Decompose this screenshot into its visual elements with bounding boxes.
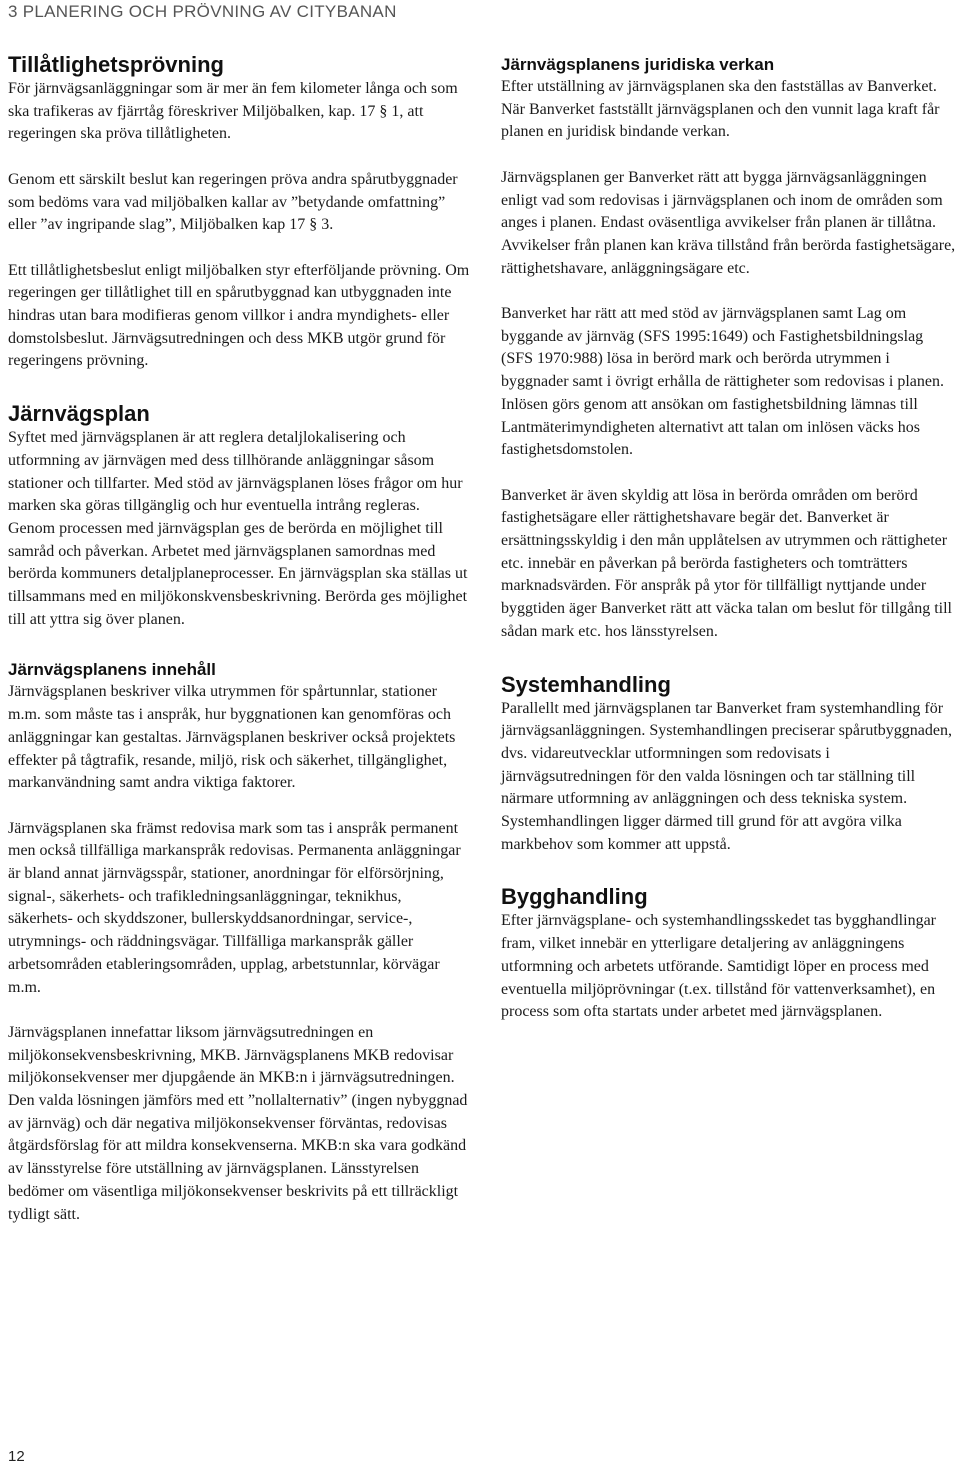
left-column	[8, 52, 470, 1226]
running-head: 3 PLANERING OCH PRÖVNING AV CITYBANAN	[8, 2, 397, 21]
paragraph: Järnvägsplanen ska främst redovisa mark som tas i anspråk permanent men också tillfälliga markanspråk redovisas. Permanenta anläggningar är bland annat järnvägsspår, stationer, anordningar för elförsörjning, signal-, säkerhets- och trafikledningsanläggningar, teknikhus, säkerhets- och skyddszoner, bullerskyddsanordningar, service-, utrymnings- och räddningsvägar. Tillfälliga markanspråk gäller arbetsområden etableringsområden, upplag, arbetstunnlar, körvägar m.m.	[8, 819, 461, 996]
paragraph: Banverket har rätt att med stöd av järnvägsplanen samt Lag om byggande av järnväg (SFS 1995:1649) och Fastighetsbildningslag (SFS 1970:988) lösa in berörd mark och berörda utrymmen i byggnader samt i övrigt erhålla de rättigheter som redovisas i planen. Inlösen görs genom att ansökan om fastighetsbildning lämnas till Lantmäterimyndigheten alternativt att talan om inlösen väcks hos fastighetsdomstolen.	[501, 305, 944, 459]
paragraph: Järnvägsplanen ger Banverket rätt att bygga järnvägsanläggningen enligt vad som redovisas i järnvägsplanen och inom de områden som anges i planen. Endast oväsentliga avvikelser från planen är tillåtna. Avvikelser från planen kan kräva tillstånd från berörda fastighetsägare, rättighetshavare, anläggningsägare etc.	[501, 168, 956, 277]
heading-tillatlighetsprovning: Tillåtlighetsprövning	[8, 52, 224, 77]
paragraph: Efter utställning av järnvägsplanen ska den fastställas av Banverket. När Banverket fastställt järnvägsplanen och den vunnit laga kraft får planen en juridisk bindande verkan.	[501, 78, 940, 141]
paragraph: Ett tillåtlighetsbeslut enligt miljöbalken styr efterföljande prövning. Om regeringen ger tillåtlighet till en spårutbyggnad kan utbyggnaden inte hindras utan bara modifieras genom villkor i andra myndighets- eller domstolsbeslut. Järnvägsutredningen och dess MKB utgör grund för regeringens prövning.	[8, 261, 470, 370]
right-column	[501, 54, 956, 1024]
paragraph: Efter järnvägsplane- och systemhandlingsskedet tas bygghandlingar fram, vilket innebär en ytterligare detaljering av anläggningens utformning och arbetets utförande. Samtidigt löper en process med eventuella miljöprövningar (t.ex. tillstånd för vattenverksamhet), en process som ofta startats under arbetet med järnvägsplanen.	[501, 912, 936, 1021]
paragraph: Parallellt med järnvägsplanen tar Banverket fram systemhandling för järnvägsanläggningen. Systemhandlingen preciserar spårutbyggnaden, dvs. vidareutvecklar utformningen som redovisats i järnvägsutredningen för den valda lösningen och tar ställning till närmare utformning av anläggningen och dess tekniska system. Systemhandlingen ligger därmed till grund för att avgöra vilka markbehov som kommer att uppstå.	[501, 699, 952, 853]
heading-systemhandling: Systemhandling	[501, 671, 671, 697]
page-number: 12	[8, 1448, 25, 1465]
heading-juridiska-verkan: Järnvägsplanens juridiska verkan	[501, 55, 775, 74]
paragraph: Järnvägsplanen beskriver vilka utrymmen för spårtunnlar, stationer m.m. som måste tas i anspråk, hur byggnationen kan genomföras och anläggningar kan gestaltas. Järnvägsplanen beskriver också projektets effekter på tågtrafik, resande, miljö, risk och säkerhet, tillgänglighet, markanvändning samt andra viktiga faktorer.	[8, 683, 456, 792]
paragraph: Järnvägsplanen innefattar liksom järnvägsutredningen en miljökonsekvensbeskrivning, MKB. Järnvägsplanens MKB redovisar miljökonsekvenser mer djupgående än MKB:n i järnvägsutredningen. Den valda lösningen jämförs med ett ”nollalternativ” (ingen nybyggnad av järnväg) och där negativa miljökonsekvenser förväntas, redovisas åtgärdsförslag för att mildra konsekvenserna. MKB:n ska vara godkänd av länsstyrelse före utställning av järnvägsplanen. Länsstyrelsen bedömer om väsentliga miljökonsekvenser beskrivits på ett tillräckligt tydligt sätt.	[8, 1023, 468, 1223]
heading-jarnvagsplanens-innehall: Järnvägsplanens innehåll	[8, 660, 216, 680]
paragraph: För järnvägsanläggningar som är mer än fem kilometer långa och som ska trafikeras av fjärrtåg föreskriver Miljöbalken, kap. 17 § 1, att regeringen ska pröva tillåtligheten.	[8, 80, 458, 143]
heading-jarnvagsplan: Järnvägsplan	[8, 401, 150, 427]
paragraph: Banverket är även skyldig att lösa in berörda områden om berörd fastighetsägare eller rättighetshavare begär det. Banverket är ersättningsskyldig i den mån upplåtelsen av utrymmen och rättigheter etc. innebär en påverkan på berörda fastigheters och tomträtters marknadsvärden. För anspråk på ytor för tillfälligt nyttjande under byggtiden äger Banverket rätt att väcka talan om beslut för tillgång till sådan mark etc. hos länsstyrelsen.	[501, 486, 952, 640]
paragraph: Syftet med järnvägsplanen är att reglera detaljlokalisering och utformning av järnvägen med dess tillhörande anläggningar såsom stationer och tillfarter. Med stöd av järnvägsplanen löses frågor om hur marken ska göras tillgänglig och hur eventuella intrång regleras. Genom processen med järnvägsplan ges de berörda en möjlighet till samråd och påverkan. Arbetet med järnvägsplanen samordnas med berörda kommuners detaljplaneprocesser. En järnvägsplan ska ställas ut tillsammans med en miljökonskvensbeskrivning. Berörda ges möjlighet till att yttra sig över planen.	[8, 429, 468, 628]
heading-bygghandling: Bygghandling	[501, 884, 648, 910]
paragraph: Genom ett särskilt beslut kan regeringen pröva andra spårutbyggnader som bedöms vara vad miljöbalken kallar av ”betydande omfattning” eller ”av ingripande slag”, Miljöbalken kap 17 § 3.	[8, 170, 458, 234]
